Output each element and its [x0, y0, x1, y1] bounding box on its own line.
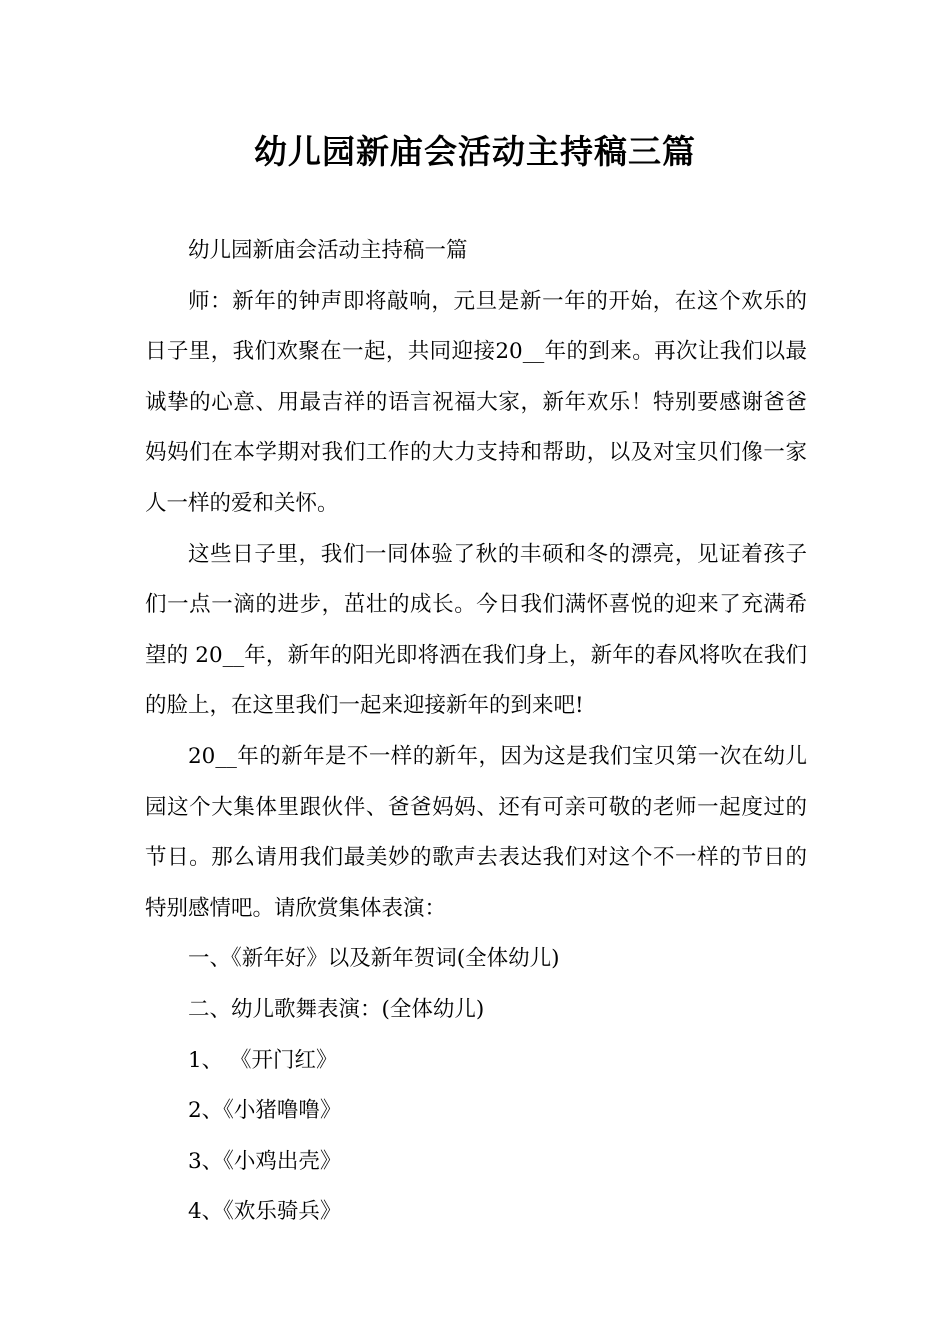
program-item: 二、幼儿歌舞表演：(全体幼儿): [188, 996, 485, 1022]
program-sub-item: 2、《小猪噜噜》: [188, 1098, 342, 1124]
program-sub-item: 3、《小鸡出壳》: [188, 1148, 342, 1174]
body-paragraph: 这些日子里，我们一同体验了秋的丰硕和冬的漂亮，见证着孩子们一点一滴的进步，茁壮的成长。今日我们满怀喜悦的迎来了充满希望的 20__年，新年的阳光即将洒在我们身上，新年的春风将吹在我们的脸上，在这里我们一起来迎接新年的到来吧!: [145, 541, 807, 719]
document-title: 幼儿园新庙会活动主持稿三篇: [254, 132, 696, 171]
document-body: [145, 226, 807, 1238]
program-sub-item: 4、《欢乐骑兵》: [188, 1199, 342, 1225]
program-item: 一、《新年好》以及新年贺词(全体幼儿): [188, 946, 560, 972]
program-sub-item: 1、 《开门红》: [188, 1047, 338, 1073]
subtitle-paragraph: 幼儿园新庙会活动主持稿一篇: [188, 238, 468, 263]
body-paragraph: 师：新年的钟声即将敲响，元旦是新一年的开始，在这个欢乐的日子里，我们欢聚在一起，共同迎接20__年的到来。再次让我们以最诚挚的心意、用最吉祥的语言祝福大家，新年欢乐！特别要感谢爸爸妈妈们在本学期对我们工作的大力支持和帮助，以及对宝贝们像一家人一样的爱和关怀。: [145, 288, 807, 516]
body-paragraph: 20__年的新年是不一样的新年，因为这是我们宝贝第一次在幼儿园这个大集体里跟伙伴、爸爸妈妈、还有可亲可敬的老师一起度过的节日。那么请用我们最美妙的歌声去表达我们对这个不一样的节日的特别感情吧。请欣赏集体表演：: [145, 743, 807, 921]
